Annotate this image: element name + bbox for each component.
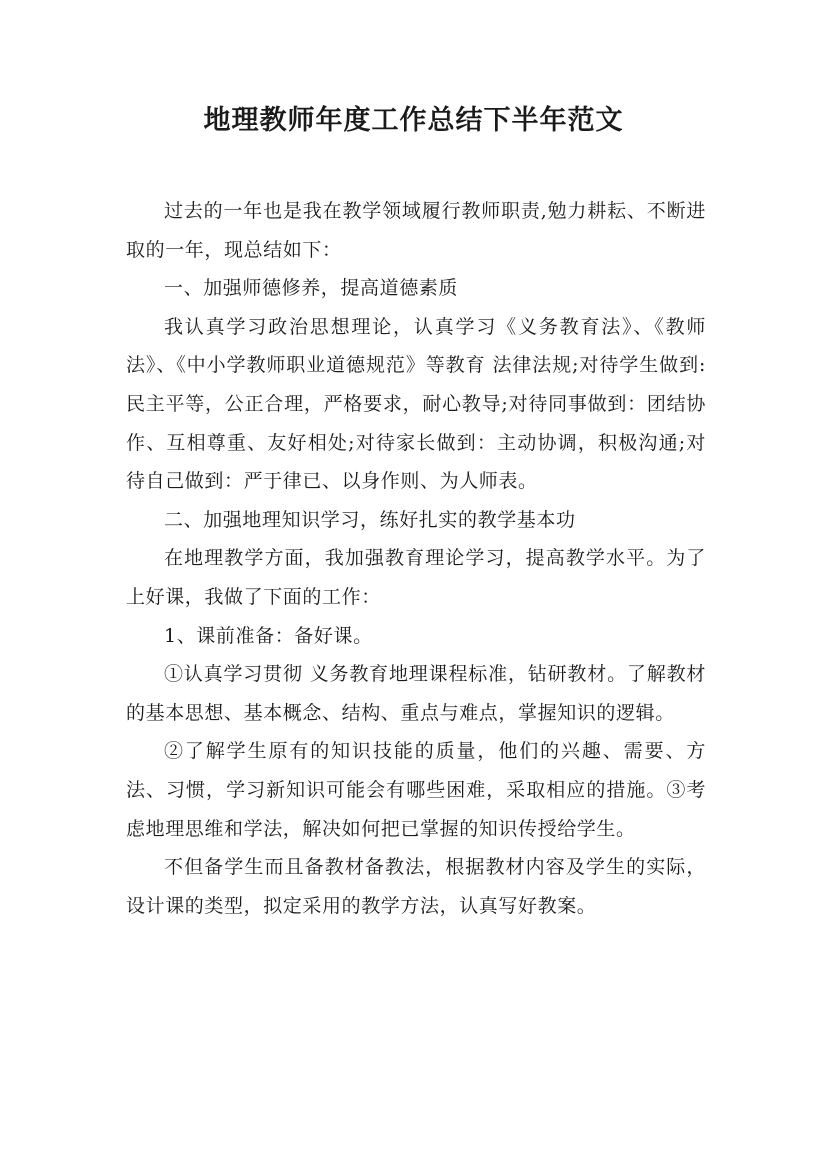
section-heading-1: 一、加强师德修养，提高道德素质	[164, 277, 459, 300]
subheading-preparation: 1、课前准备：备好课。	[164, 624, 373, 647]
paragraph-item-1: ①认真学习贯彻 义务教育地理课程标准，钻研教材。了解教材的基本思想、基本概念、结构、重点与难点，掌握知识的逻辑。	[126, 663, 706, 724]
section-heading-2: 二、加强地理知识学习，练好扎实的教学基本功	[164, 508, 576, 531]
paragraph-ethics: 我认真学习政治思想理论，认真学习《义务教育法》、《教师法》、《中小学教师职业道德规范》等教育 法律法规;对待学生做到:民主平等，公正合理，严格要求，耐心教导;对待同事做到：团结协作、互相尊重、友好相处;对待家长做到：主动协调，积极沟通;对 待自己做到：严于律已、以身作则、为人师表。	[126, 315, 706, 493]
paragraph-lesson-plan: 不但备学生而且备教材备教法，根据教材内容及学生的实际，设计课的类型，拟定采用的教学方法，认真写好教案。	[126, 856, 706, 917]
document-title: 地理教师年度工作总结下半年范文	[203, 105, 624, 136]
document-body	[126, 192, 706, 925]
paragraph-item-2-3: ②了解学生原有的知识技能的质量，他们的兴趣、需要、方法、习惯，学习新知识可能会有哪些困难，采取相应的措施。③考虑地理思维和学法，解决如何把已掌握的知识传授给学生。	[126, 740, 706, 840]
paragraph-intro: 过去的一年也是我在教学领域履行教师职责,勉力耕耘、不断进取的一年，现总结如下：	[126, 200, 706, 261]
paragraph-teaching: 在地理教学方面，我加强教育理论学习，提高教学水平。为了上好课，我做了下面的工作：	[126, 547, 706, 608]
